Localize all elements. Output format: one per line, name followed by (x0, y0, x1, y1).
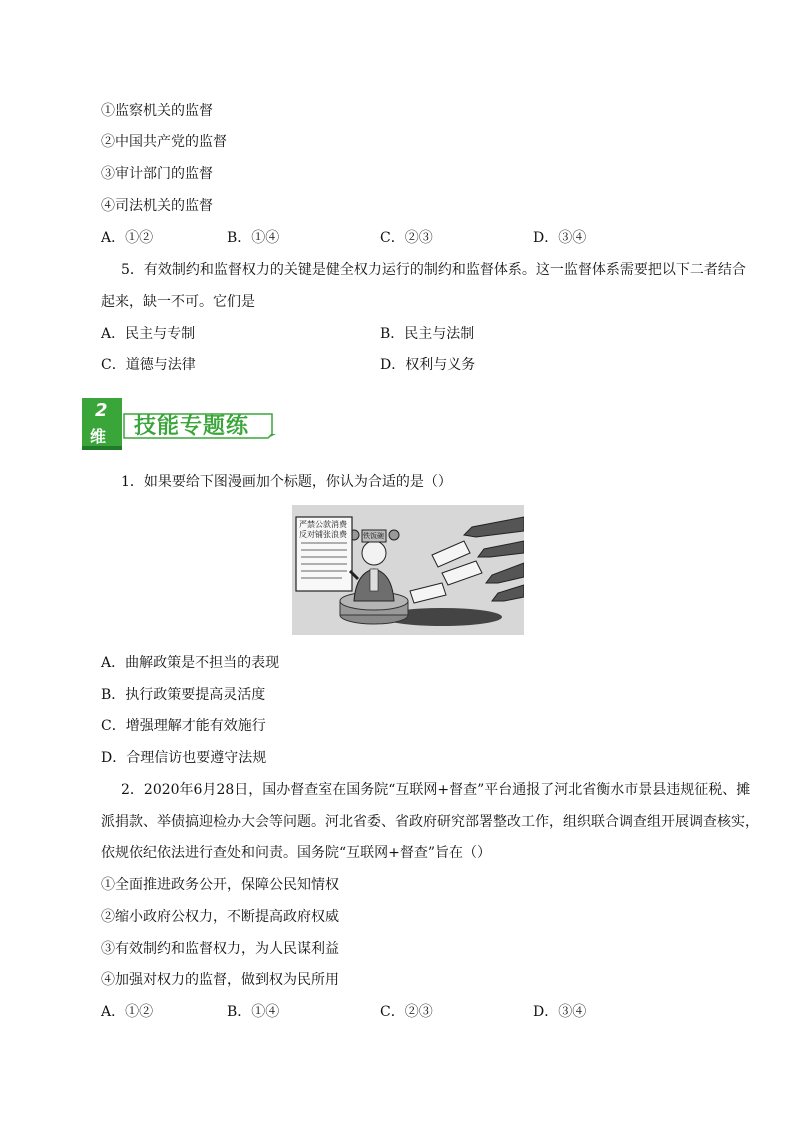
q4-option-a: A．①② (101, 230, 154, 246)
s2-item-4: ④加强对权力的监督，做到权为民所用 (101, 972, 339, 988)
q4-option-c: C．②③ (380, 230, 433, 246)
q5-option-d: D．权利与义务 (380, 357, 476, 373)
s2-stem-line2: 派捐款、举债搞迎检办大会等问题。河北省委、省政府研究部署整改工作，组织联合调查组开展调查核实， (101, 814, 759, 830)
comic-hat-label: 铁饭碗 (363, 532, 384, 540)
comic-image (292, 505, 524, 635)
section-banner (82, 398, 278, 450)
s2-item-2: ②缩小政府公权力，不断提高政府权威 (101, 909, 339, 925)
s1-option-b: B．执行政策要提高灵活度 (101, 687, 266, 703)
q4-item-2: ②中国共产党的监督 (101, 134, 227, 150)
s2-item-1: ①全面推进政务公开，保障公民知情权 (101, 877, 339, 893)
s2-option-c: C．②③ (380, 1004, 433, 1020)
q4-item-4: ④司法机关的监督 (101, 198, 213, 214)
q5-option-b: B．民主与法制 (380, 326, 475, 342)
s2-option-a: A．①② (101, 1004, 154, 1020)
s2-option-d: D．③④ (533, 1004, 587, 1020)
s1-option-a: A．曲解政策是不担当的表现 (101, 655, 280, 671)
s1-option-c: C．增强理解才能有效施行 (101, 718, 266, 734)
s2-stem-line1: 2．2020年6月28日，国办督查室在国务院“互联网+督查”平台通报了河北省衡水市景县违规征税、摊 (121, 782, 751, 798)
section-title: 技能专题练 (134, 414, 250, 439)
s2-item-3: ③有效制约和监督权力，为人民谋利益 (101, 941, 339, 957)
q5-option-c: C．道德与法律 (101, 357, 196, 373)
q4-item-3: ③审计部门的监督 (101, 166, 213, 182)
s2-stem-line3: 依规依纪依法进行查处和问责。国务院“互联网+督查”旨在（） (101, 845, 492, 861)
q5-stem-line1: 5．有效制约和监督权力的关键是健全权力运行的制约和监督体系。这一监督体系需要把以下二者结合 (121, 262, 746, 278)
q4-option-b: B．①④ (227, 230, 280, 246)
q5-stem-line2: 起来，缺一不可。它们是 (101, 294, 255, 310)
comic-sign-line2: 反对铺张浪费 (299, 530, 347, 539)
section-badge-number: 2 (95, 400, 108, 421)
comic-sign-line1: 严禁公款消费 (299, 520, 347, 529)
s1-option-d: D．合理信访也要遵守法规 (101, 750, 267, 766)
q4-option-d: D．③④ (533, 230, 587, 246)
q5-option-a: A．民主与专制 (101, 326, 196, 342)
s2-option-b: B．①④ (227, 1004, 280, 1020)
section-badge-char: 维 (90, 427, 107, 446)
s1-stem: 1．如果要给下图漫画加个标题，你认为合适的是（） (121, 474, 452, 490)
q4-item-1: ①监察机关的监督 (101, 103, 213, 119)
